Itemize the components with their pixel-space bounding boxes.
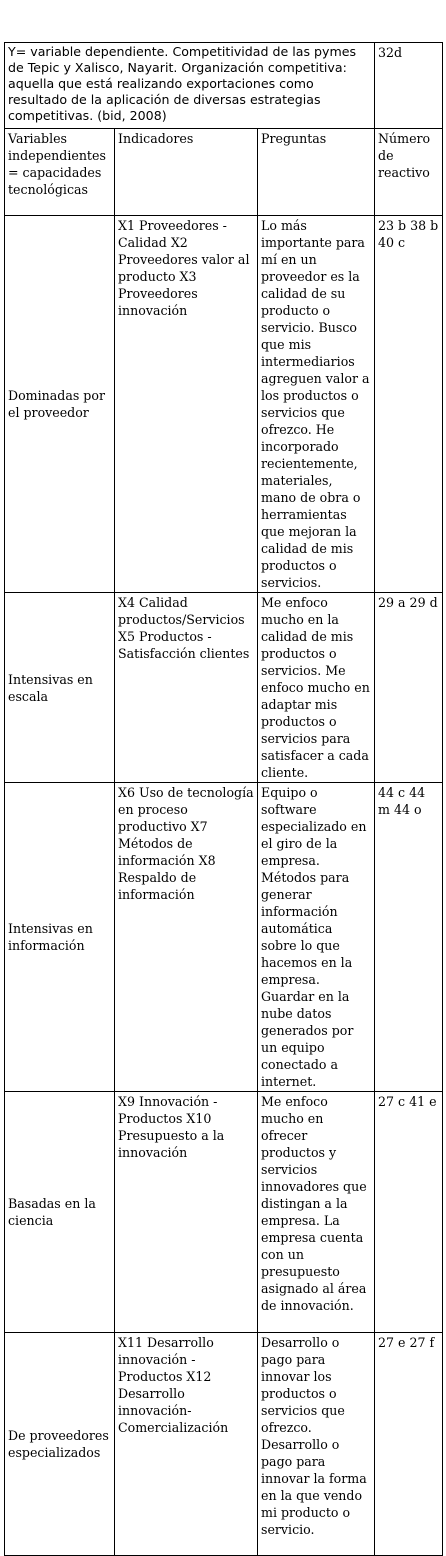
dependent-variable-row	[5, 43, 443, 129]
variable-cell: De proveedores especializados	[5, 1333, 115, 1556]
table-row	[5, 216, 443, 593]
dependent-variable-cell: Y= variable dependiente. Competitividad de las pymes de Tepic y Xalisco, Nayarit. Organización competitiva: aquella que está realizando exportaciones como resultado de la aplicación de diversas estrategias competitivas. (bid, 2008)	[5, 43, 375, 129]
dependent-variable-reactivo: 32d	[375, 43, 443, 129]
table-row	[5, 1333, 443, 1556]
column-header-preguntas: Preguntas	[258, 129, 375, 216]
reactivo-cell: 29 a 29 d	[375, 593, 443, 783]
indicadores-cell: X9 Innovación - Productos X10 Presupuesto a la innovación	[115, 1092, 258, 1333]
reactivo-cell: 23 b 38 b 40 c	[375, 216, 443, 593]
variable-cell: Intensivas en escala	[5, 593, 115, 783]
table-row	[5, 593, 443, 783]
indicadores-cell: X11 Desarrollo innovación - Productos X12 Desarrollo innovación-Comercialización	[115, 1333, 258, 1556]
preguntas-cell: Lo más importante para mí en un proveedor es la calidad de su producto o servicio. Busco que mis intermediarios agreguen valor a los productos o servicios que ofrezco. He incorporado recientemente, materiales, mano de obra o herramientas que mejoran la calidad de mis productos o servicios.	[258, 216, 375, 593]
column-header-variables: Variables independientes = capacidades tecnológicas	[5, 129, 115, 216]
indicadores-cell: X1 Proveedores - Calidad X2 Proveedores valor al producto X3 Proveedores innovación	[115, 216, 258, 593]
variables-table	[4, 42, 443, 1556]
indicadores-cell: X6 Uso de tecnología en proceso productivo X7 Métodos de información X8 Respaldo de información	[115, 783, 258, 1092]
table-row	[5, 783, 443, 1092]
reactivo-cell: 44 c 44 m 44 o	[375, 783, 443, 1092]
variable-cell: Dominadas por el proveedor	[5, 216, 115, 593]
variable-cell: Basadas en la ciencia	[5, 1092, 115, 1333]
reactivo-cell: 27 e 27 f	[375, 1333, 443, 1556]
preguntas-cell: Equipo o software especializado en el giro de la empresa. Métodos para generar información automática sobre lo que hacemos en la empresa. Guardar en la nube datos generados por un equipo conectado a internet.	[258, 783, 375, 1092]
column-header-indicadores: Indicadores	[115, 129, 258, 216]
preguntas-cell: Me enfoco mucho en ofrecer productos y servicios innovadores que distingan a la empresa. La empresa cuenta con un presupuesto asignado al área de innovación.	[258, 1092, 375, 1333]
preguntas-cell: Me enfoco mucho en la calidad de mis productos o servicios. Me enfoco mucho en adaptar mis productos o servicios para satisfacer a cada cliente.	[258, 593, 375, 783]
reactivo-cell: 27 c 41 e	[375, 1092, 443, 1333]
preguntas-cell: Desarrollo o pago para innovar los productos o servicios que ofrezco. Desarrollo o pago para innovar la forma en la que vendo mi producto o servicio.	[258, 1333, 375, 1556]
table-row	[5, 1092, 443, 1333]
variable-cell: Intensivas en información	[5, 783, 115, 1092]
indicadores-cell: X4 Calidad productos/Servicios X5 Productos - Satisfacción clientes	[115, 593, 258, 783]
column-header-reactivo: Número de reactivo	[375, 129, 443, 216]
column-header-row	[5, 129, 443, 216]
